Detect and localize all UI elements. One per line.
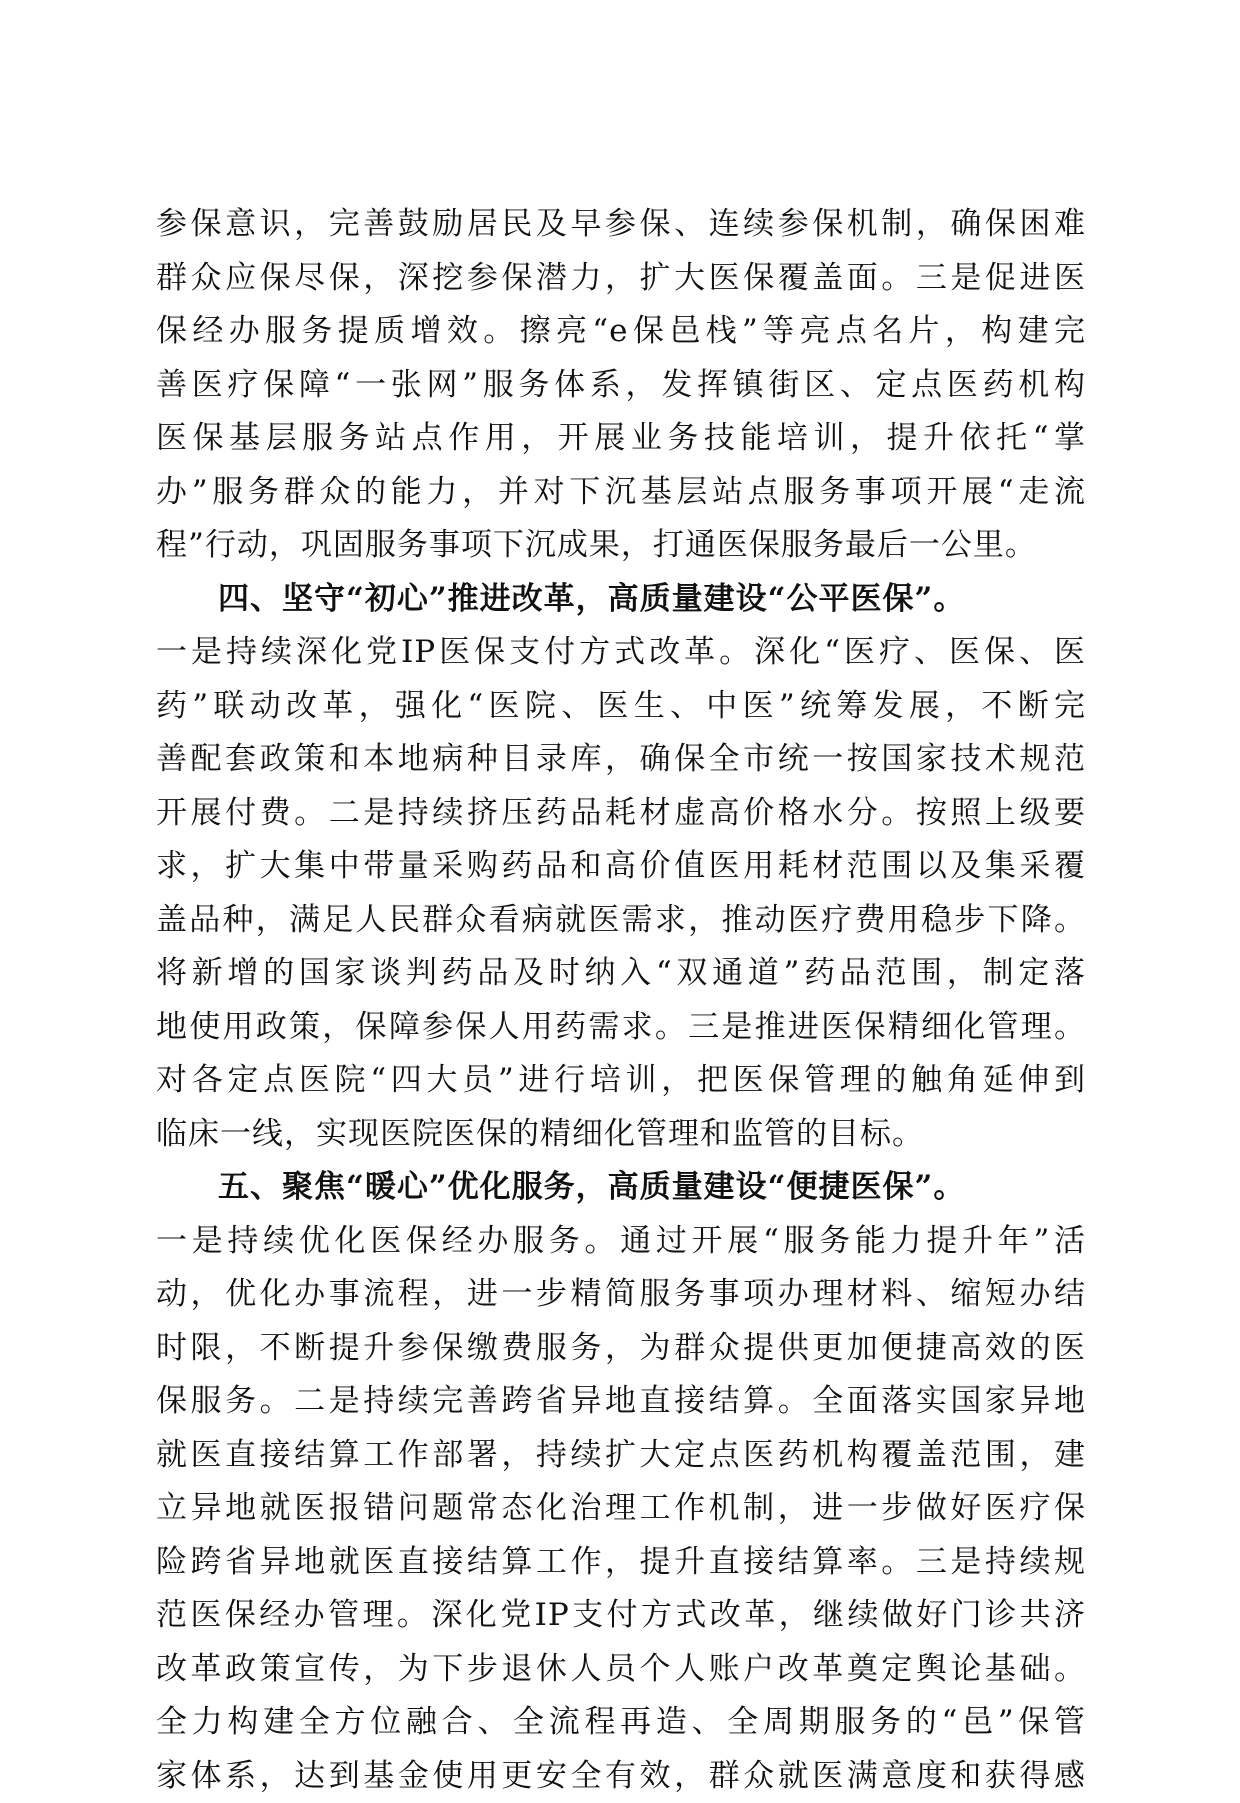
body-line: 群众应保尽保，深挖参保潜力，扩大医保覆盖面。三是促进医 [156,252,1086,306]
body-line: 立异地就医报错问题常态化治理工作机制，进一步做好医疗保 [156,1482,1086,1536]
document-body [156,198,1086,1803]
body-line: 时限，不断提升参保缴费服务，为群众提供更加便捷高效的医 [156,1322,1086,1376]
body-line: 一是持续深化党IP医保支付方式改革。深化“医疗、医保、医 [156,626,1086,680]
body-line: 临床一线，实现医院医保的精细化管理和监管的目标。 [156,1108,1086,1162]
body-line: 善医疗保障“一张网”服务体系，发挥镇街区、定点医药机构 [156,359,1086,413]
body-line: 药”联动改革，强化“医院、医生、中医”统筹发展，不断完 [156,680,1086,734]
body-line: 全力构建全方位融合、全流程再造、全周期服务的“邑”保管 [156,1696,1086,1750]
body-line: 家体系，达到基金使用更安全有效，群众就医满意度和获得感 [156,1750,1086,1803]
body-line: 将新增的国家谈判药品及时纳入“双通道”药品范围，制定落 [156,947,1086,1001]
body-line: 一是持续优化医保经办服务。通过开展“服务能力提升年”活 [156,1215,1086,1269]
body-line: 险跨省异地就医直接结算工作，提升直接结算率。三是持续规 [156,1536,1086,1590]
body-line: 求，扩大集中带量采购药品和高价值医用耗材范围以及集采覆 [156,840,1086,894]
body-line: 动，优化办事流程，进一步精简服务事项办理材料、缩短办结 [156,1268,1086,1322]
body-line: 程”行动，巩固服务事项下沉成果，打通医保服务最后一公里。 [156,519,1086,573]
body-line: 善配套政策和本地病种目录库，确保全市统一按国家技术规范 [156,733,1086,787]
body-line: 对各定点医院“四大员”进行培训，把医保管理的触角延伸到 [156,1054,1086,1108]
body-line: 保经办服务提质增效。擦亮“e保邑栈”等亮点名片，构建完 [156,305,1086,359]
body-line: 范医保经办管理。深化党IP支付方式改革，继续做好门诊共济 [156,1589,1086,1643]
body-line: 盖品种，满足人民群众看病就医需求，推动医疗费用稳步下降。 [156,894,1086,948]
section-heading-4: 四、坚守“初心”推进改革，高质量建设“公平医保”。 [156,573,1086,627]
body-line: 医保基层服务站点作用，开展业务技能培训，提升依托“掌 [156,412,1086,466]
body-line: 地使用政策，保障参保人用药需求。三是推进医保精细化管理。 [156,1001,1086,1055]
body-line: 改革政策宣传，为下步退休人员个人账户改革奠定舆论基础。 [156,1643,1086,1697]
section-heading-5: 五、聚焦“暖心”优化服务，高质量建设“便捷医保”。 [156,1161,1086,1215]
body-line: 保服务。二是持续完善跨省异地直接结算。全面落实国家异地 [156,1375,1086,1429]
body-line: 就医直接结算工作部署，持续扩大定点医药机构覆盖范围，建 [156,1429,1086,1483]
body-line: 参保意识，完善鼓励居民及早参保、连续参保机制，确保困难 [156,198,1086,252]
body-line: 开展付费。二是持续挤压药品耗材虚高价格水分。按照上级要 [156,787,1086,841]
body-line: 办”服务群众的能力，并对下沉基层站点服务事项开展“走流 [156,466,1086,520]
